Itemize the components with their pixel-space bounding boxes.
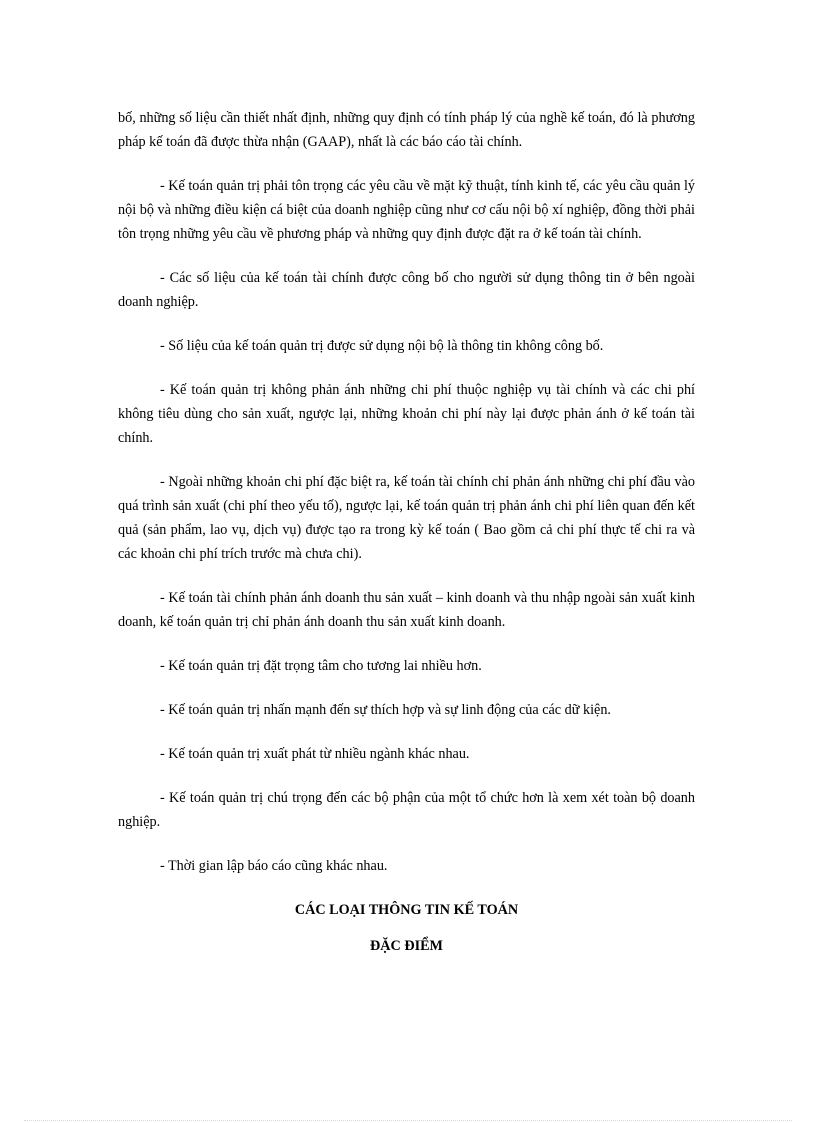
paragraph-bullet: - Các số liệu của kế toán tài chính được công bố cho người sử dụng thông tin ở bên ngoài doanh nghiệp. <box>118 270 695 310</box>
paragraph-bullet: - Kế toán quản trị chú trọng đến các bộ phận của một tổ chức hơn là xem xét toàn bộ doanh nghiệp. <box>118 790 695 830</box>
paragraph-bullet: - Kế toán tài chính phản ánh doanh thu sản xuất – kinh doanh và thu nhập ngoài sản xuất kinh doanh, kế toán quản trị chỉ phản ánh doanh thu sản xuất kinh doanh. <box>118 590 695 630</box>
document-body <box>118 106 695 958</box>
paragraph-bullet: - Kế toán quản trị không phản ánh những chi phí thuộc nghiệp vụ tài chính và các chi phí không tiêu dùng cho sản xuất, ngược lại, những khoản chi phí này lại được phản ánh ở kế toán tài chính. <box>118 382 695 446</box>
paragraph-bullet: - Thời gian lập báo cáo cũng khác nhau. <box>160 858 388 874</box>
paragraph-bullet: - Kế toán quản trị đặt trọng tâm cho tương lai nhiều hơn. <box>160 658 482 674</box>
page-bottom-divider <box>24 1120 792 1121</box>
paragraph-continuation: bố, những số liệu cần thiết nhất định, những quy định có tính pháp lý của nghề kế toán, đó là phương pháp kế toán đã được thừa nhận (GAAP), nhất là các báo cáo tài chính. <box>118 110 695 150</box>
section-heading: CÁC LOẠI THÔNG TIN KẾ TOÁN <box>294 902 519 918</box>
paragraph-bullet: - Số liệu của kế toán quản trị được sử dụng nội bộ là thông tin không công bố. <box>160 338 604 354</box>
paragraph-bullet: - Kế toán quản trị xuất phát từ nhiều ngành khác nhau. <box>160 746 470 762</box>
paragraph-bullet: - Kế toán quản trị nhấn mạnh đến sự thích hợp và sự linh động của các dữ kiện. <box>160 702 611 718</box>
paragraph-bullet: - Ngoài những khoản chi phí đặc biệt ra, kế toán tài chính chỉ phản ánh những chi phí đầu vào quá trình sản xuất (chi phí theo yếu tố), ngược lại, kế toán quản trị phản ánh chi phí liên quan đến kết quả (sản phẩm, lao vụ, dịch vụ) được tạo ra trong kỳ kế toán ( Bao gồm cả chi phí thực tế chi ra và các khoản chi phí trích trước mà chưa chi). <box>118 474 695 562</box>
subsection-heading: ĐẶC ĐIỂM <box>370 938 443 954</box>
paragraph-bullet: - Kế toán quản trị phải tôn trọng các yêu cầu về mặt kỹ thuật, tính kinh tế, các yêu cầu quản lý nội bộ và những điều kiện cá biệt của doanh nghiệp cũng như cơ cấu nội bộ xí nghiệp, đồng thời phải tôn trọng những yêu cầu về phương pháp và những quy định được đặt ra ở kế toán tài chính. <box>118 178 696 242</box>
